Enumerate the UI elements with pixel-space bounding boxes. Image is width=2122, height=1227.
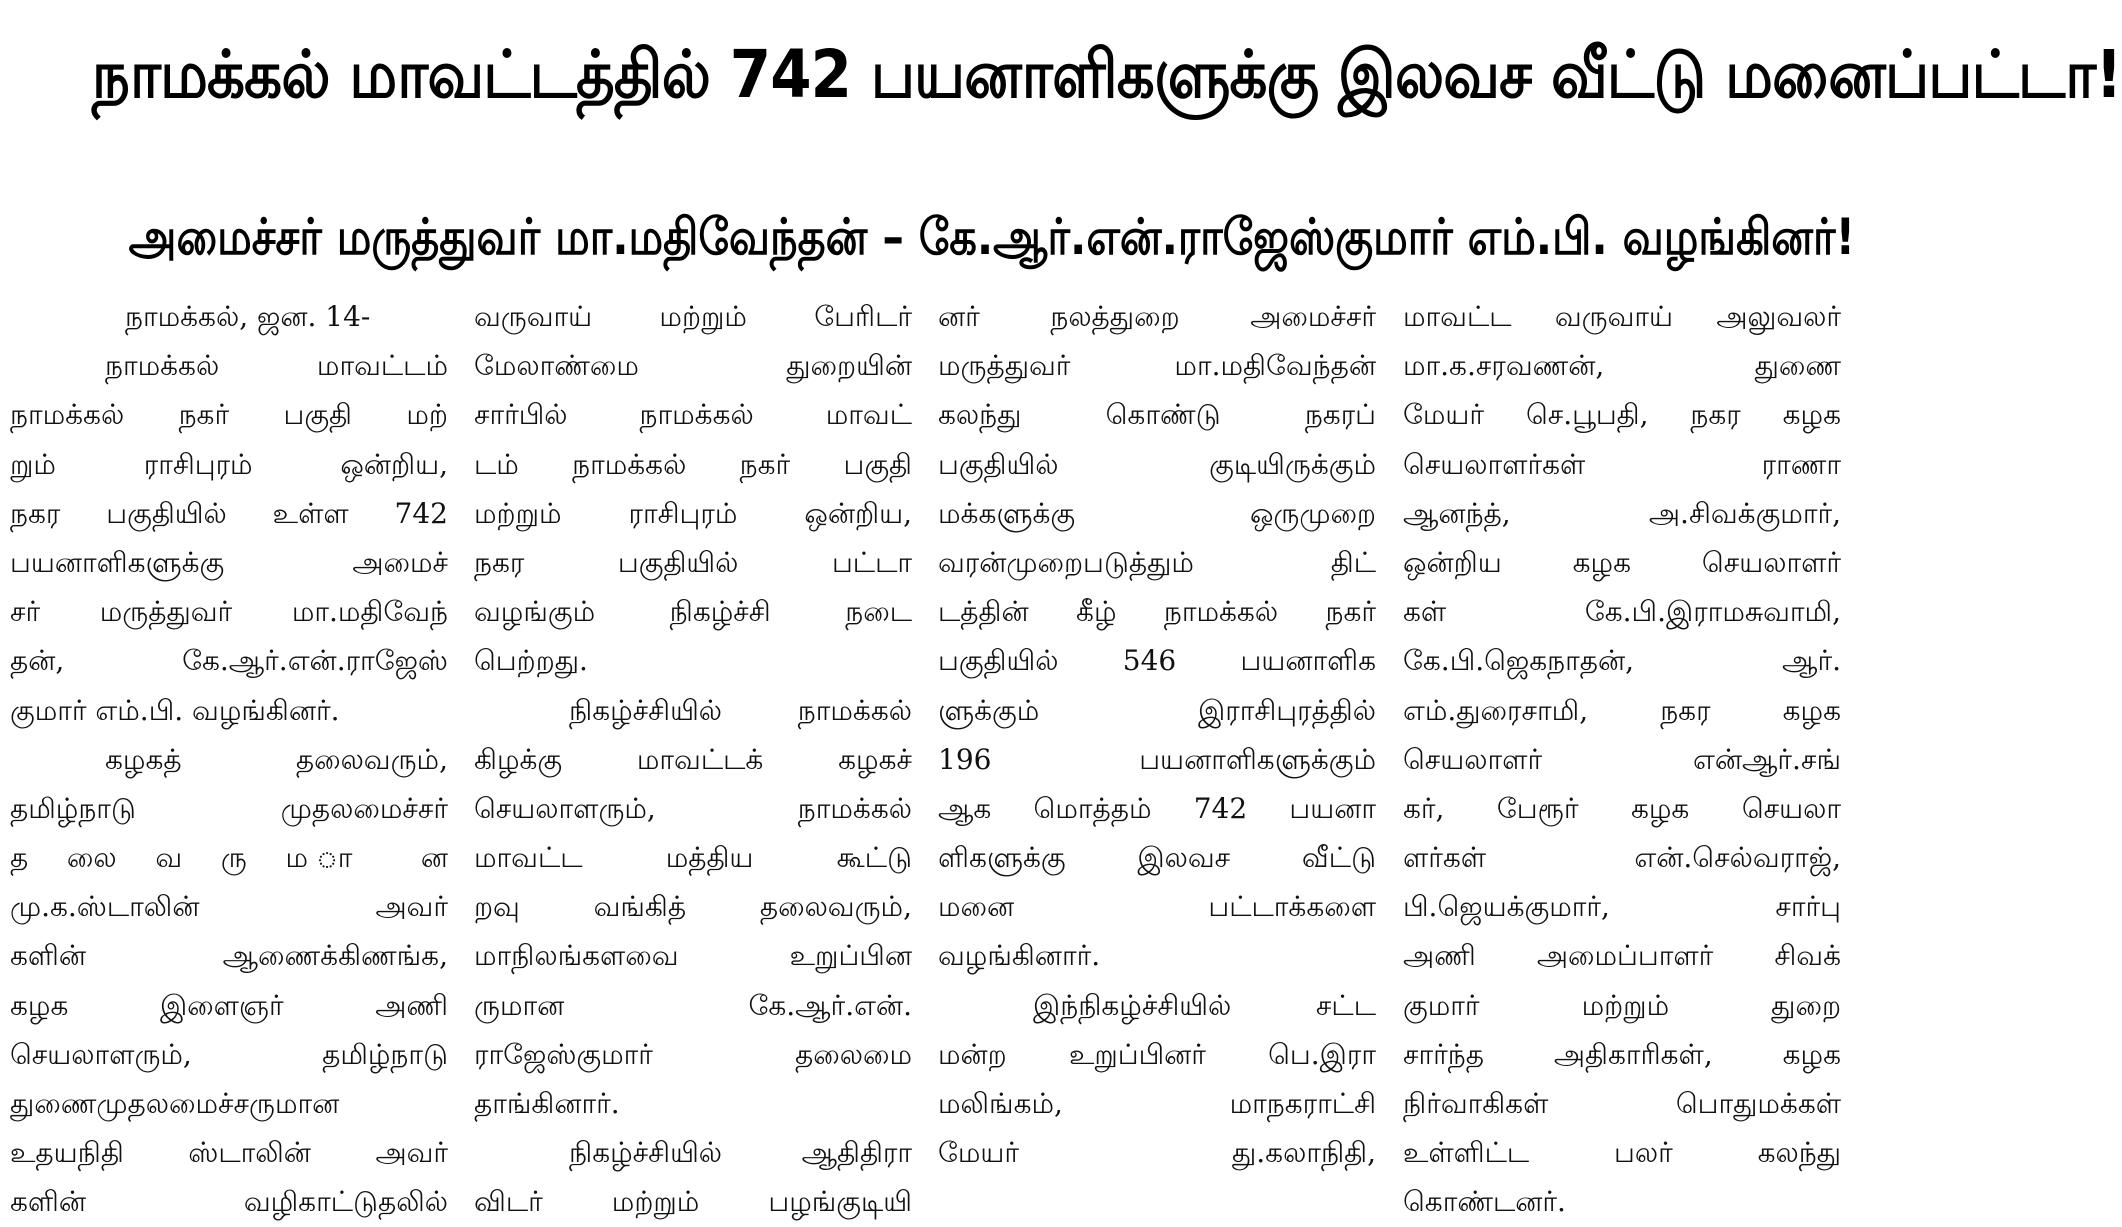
article-line: ளுக்கும் இராசிபுரத்தில் [938,693,1376,727]
article-line: சார்பில் நாமக்கல் மாவட் [474,398,912,432]
article-line: கொண்டனர். [1403,1185,1566,1219]
article-line: எம்.துரைசாமி, நகர கழக [1403,693,1841,727]
article-line: தன், கே.ஆர்.என்.ராஜேஸ் [10,644,448,678]
article-line: செயலாளரும், தமிழ்நாடு [10,1037,448,1071]
article-column-4 [1403,292,1841,1227]
article-column-3 [938,292,1376,1177]
article-line: டத்தின் கீழ் நாமக்கல் நகர் [938,595,1376,629]
article-line: கழக இளைஞர் அணி [10,988,448,1022]
article-line: உள்ளிட்ட பலர் கலந்து [1403,1136,1841,1170]
article-line: வருவாய் மற்றும் பேரிடர் [474,300,912,333]
article-line: செயலாளர்கள் ராணா [1403,447,1841,481]
article-line: றவு வங்கித் தலைவரும், [474,890,912,924]
article-line: உதயநிதி ஸ்டாலின் அவர் [10,1136,448,1170]
article-line: ருமான கே.ஆர்.என். [474,988,912,1022]
article-line: பெற்றது. [474,644,588,678]
article-line: வரன்முறைபடுத்தும் திட் [938,545,1376,579]
article-line: விடர் மற்றும் பழங்குடியி [474,1185,912,1219]
article-line: கள் கே.பி.இராமசுவாமி, [1403,595,1841,629]
article-line: நகர பகுதியில் உள்ள 742 [10,496,448,530]
article-line: கழகத் தலைவரும், [105,742,448,776]
article-line: மேயர் து.கலாநிதி, [938,1136,1376,1170]
article-line: சார்ந்த அதிகாரிகள், கழக [1403,1037,1841,1071]
article-line: றும் ராசிபுரம் ஒன்றிய, [10,447,448,481]
article-line: நாமக்கல் நகர் பகுதி மற் [10,398,448,432]
dateline: நாமக்கல், ஜன. 14- [125,300,371,333]
article-column-1 [10,292,448,1227]
article-line: தமிழ்நாடு முதலமைச்சர் [10,791,448,825]
article-line: நிகழ்ச்சியில் நாமக்கல் [569,693,912,727]
article-line: தாங்கினார். [474,1087,620,1120]
article-line: களின் ஆணைக்கிணங்க, [10,939,448,973]
article-line: இந்நிகழ்ச்சியில் சட்ட [1033,988,1376,1022]
article-line: செயலாளர் என்ஆர்.சங் [1403,742,1841,776]
article-line: மனை பட்டாக்களை [938,890,1376,924]
article-line: கர், பேரூர் கழக செயலா [1403,791,1841,825]
article-line: மருத்துவர் மா.மதிவேந்தன் [938,349,1376,383]
article-line: பி.ஜெயக்குமார், சார்பு [1403,890,1841,924]
article-line: நாமக்கல் மாவட்டம் [105,349,448,383]
article-line: குமார் எம்.பி. வழங்கினர். [10,693,340,727]
article-line: பகுதியில் 546 பயனாளிக [938,644,1376,678]
article-line: மாவட்ட வருவாய் அலுவலர் [1403,300,1841,333]
article-line: ஒன்றிய கழக செயலாளர் [1403,545,1841,579]
article-column-2 [474,292,912,1227]
article-line: ஆனந்த், அ.சிவக்குமார், [1403,496,1841,530]
article-line: நகர பகுதியில் பட்டா [474,545,912,579]
article-line: மு.க.ஸ்டாலின் அவர் [10,890,448,924]
article-line: னர் நலத்துறை அமைச்சர் [938,300,1376,333]
article-line: 196 பயனாளிகளுக்கும் [938,742,1376,776]
article-line: மா.க.சரவணன், துணை [1403,349,1841,383]
article-line: ராஜேஸ்குமார் தலைமை [474,1037,912,1071]
article-line: த லை வ ரு ம ா ன [10,841,448,875]
article-line: மேலாண்மை துறையின் [474,349,912,383]
article-line: மக்களுக்கு ஒருமுறை [938,496,1376,530]
article-line: சர் மருத்துவர் மா.மதிவேந் [10,595,448,629]
subheadline: அமைச்சர் மருத்துவர் மா.மதிவேந்தன் – கே.ஆர்.என்.ராஜேஸ்குமார் எம்.பி. வழங்கினர்! [128,208,1856,266]
article-line: மாநிலங்களவை உறுப்பின [474,939,912,973]
article-line: குமார் மற்றும் துறை [1403,988,1841,1022]
article-line: மாவட்ட மத்திய கூட்டு [474,841,912,875]
article-line: வழங்கினார். [938,939,1101,973]
article-line: நிகழ்ச்சியில் ஆதிதிரா [569,1136,912,1170]
article-line: நிர்வாகிகள் பொதுமக்கள் [1403,1087,1841,1120]
article-line: டம் நாமக்கல் நகர் பகுதி [474,447,912,481]
article-line: ளிகளுக்கு இலவச வீட்டு [938,841,1376,875]
article-line: துணைமுதலமைச்சருமான [10,1087,340,1120]
article-line: மற்றும் ராசிபுரம் ஒன்றிய, [474,496,912,530]
article-line: மேயர் செ.பூபதி, நகர கழக [1403,398,1841,432]
article-line: பகுதியில் குடியிருக்கும் [938,447,1376,481]
article-line: மன்ற உறுப்பினர் பெ.இரா [938,1037,1376,1071]
article-line: பயனாளிகளுக்கு அமைச் [10,545,448,579]
article-line: மலிங்கம், மாநகராட்சி [938,1087,1376,1120]
article-line: கிழக்கு மாவட்டக் கழகச் [474,742,912,776]
article-line: வழங்கும் நிகழ்ச்சி நடை [474,595,912,629]
article-line: கலந்து கொண்டு நகரப் [938,398,1376,432]
headline: நாமக்கல் மாவட்டத்தில் 742 பயனாளிகளுக்கு இலவச வீட்டு மனைப்பட்டா! [91,36,2122,113]
article-line: ஆக மொத்தம் 742 பயனா [938,791,1376,825]
article-line: ளர்கள் என்.செல்வராஜ், [1403,841,1841,875]
article-line: அணி அமைப்பாளர் சிவக் [1403,939,1841,973]
article-line: செயலாளரும், நாமக்கல் [474,791,912,825]
article-line: களின் வழிகாட்டுதலில் [10,1185,448,1219]
article-line: கே.பி.ஜெகநாதன், ஆர். [1403,644,1841,678]
